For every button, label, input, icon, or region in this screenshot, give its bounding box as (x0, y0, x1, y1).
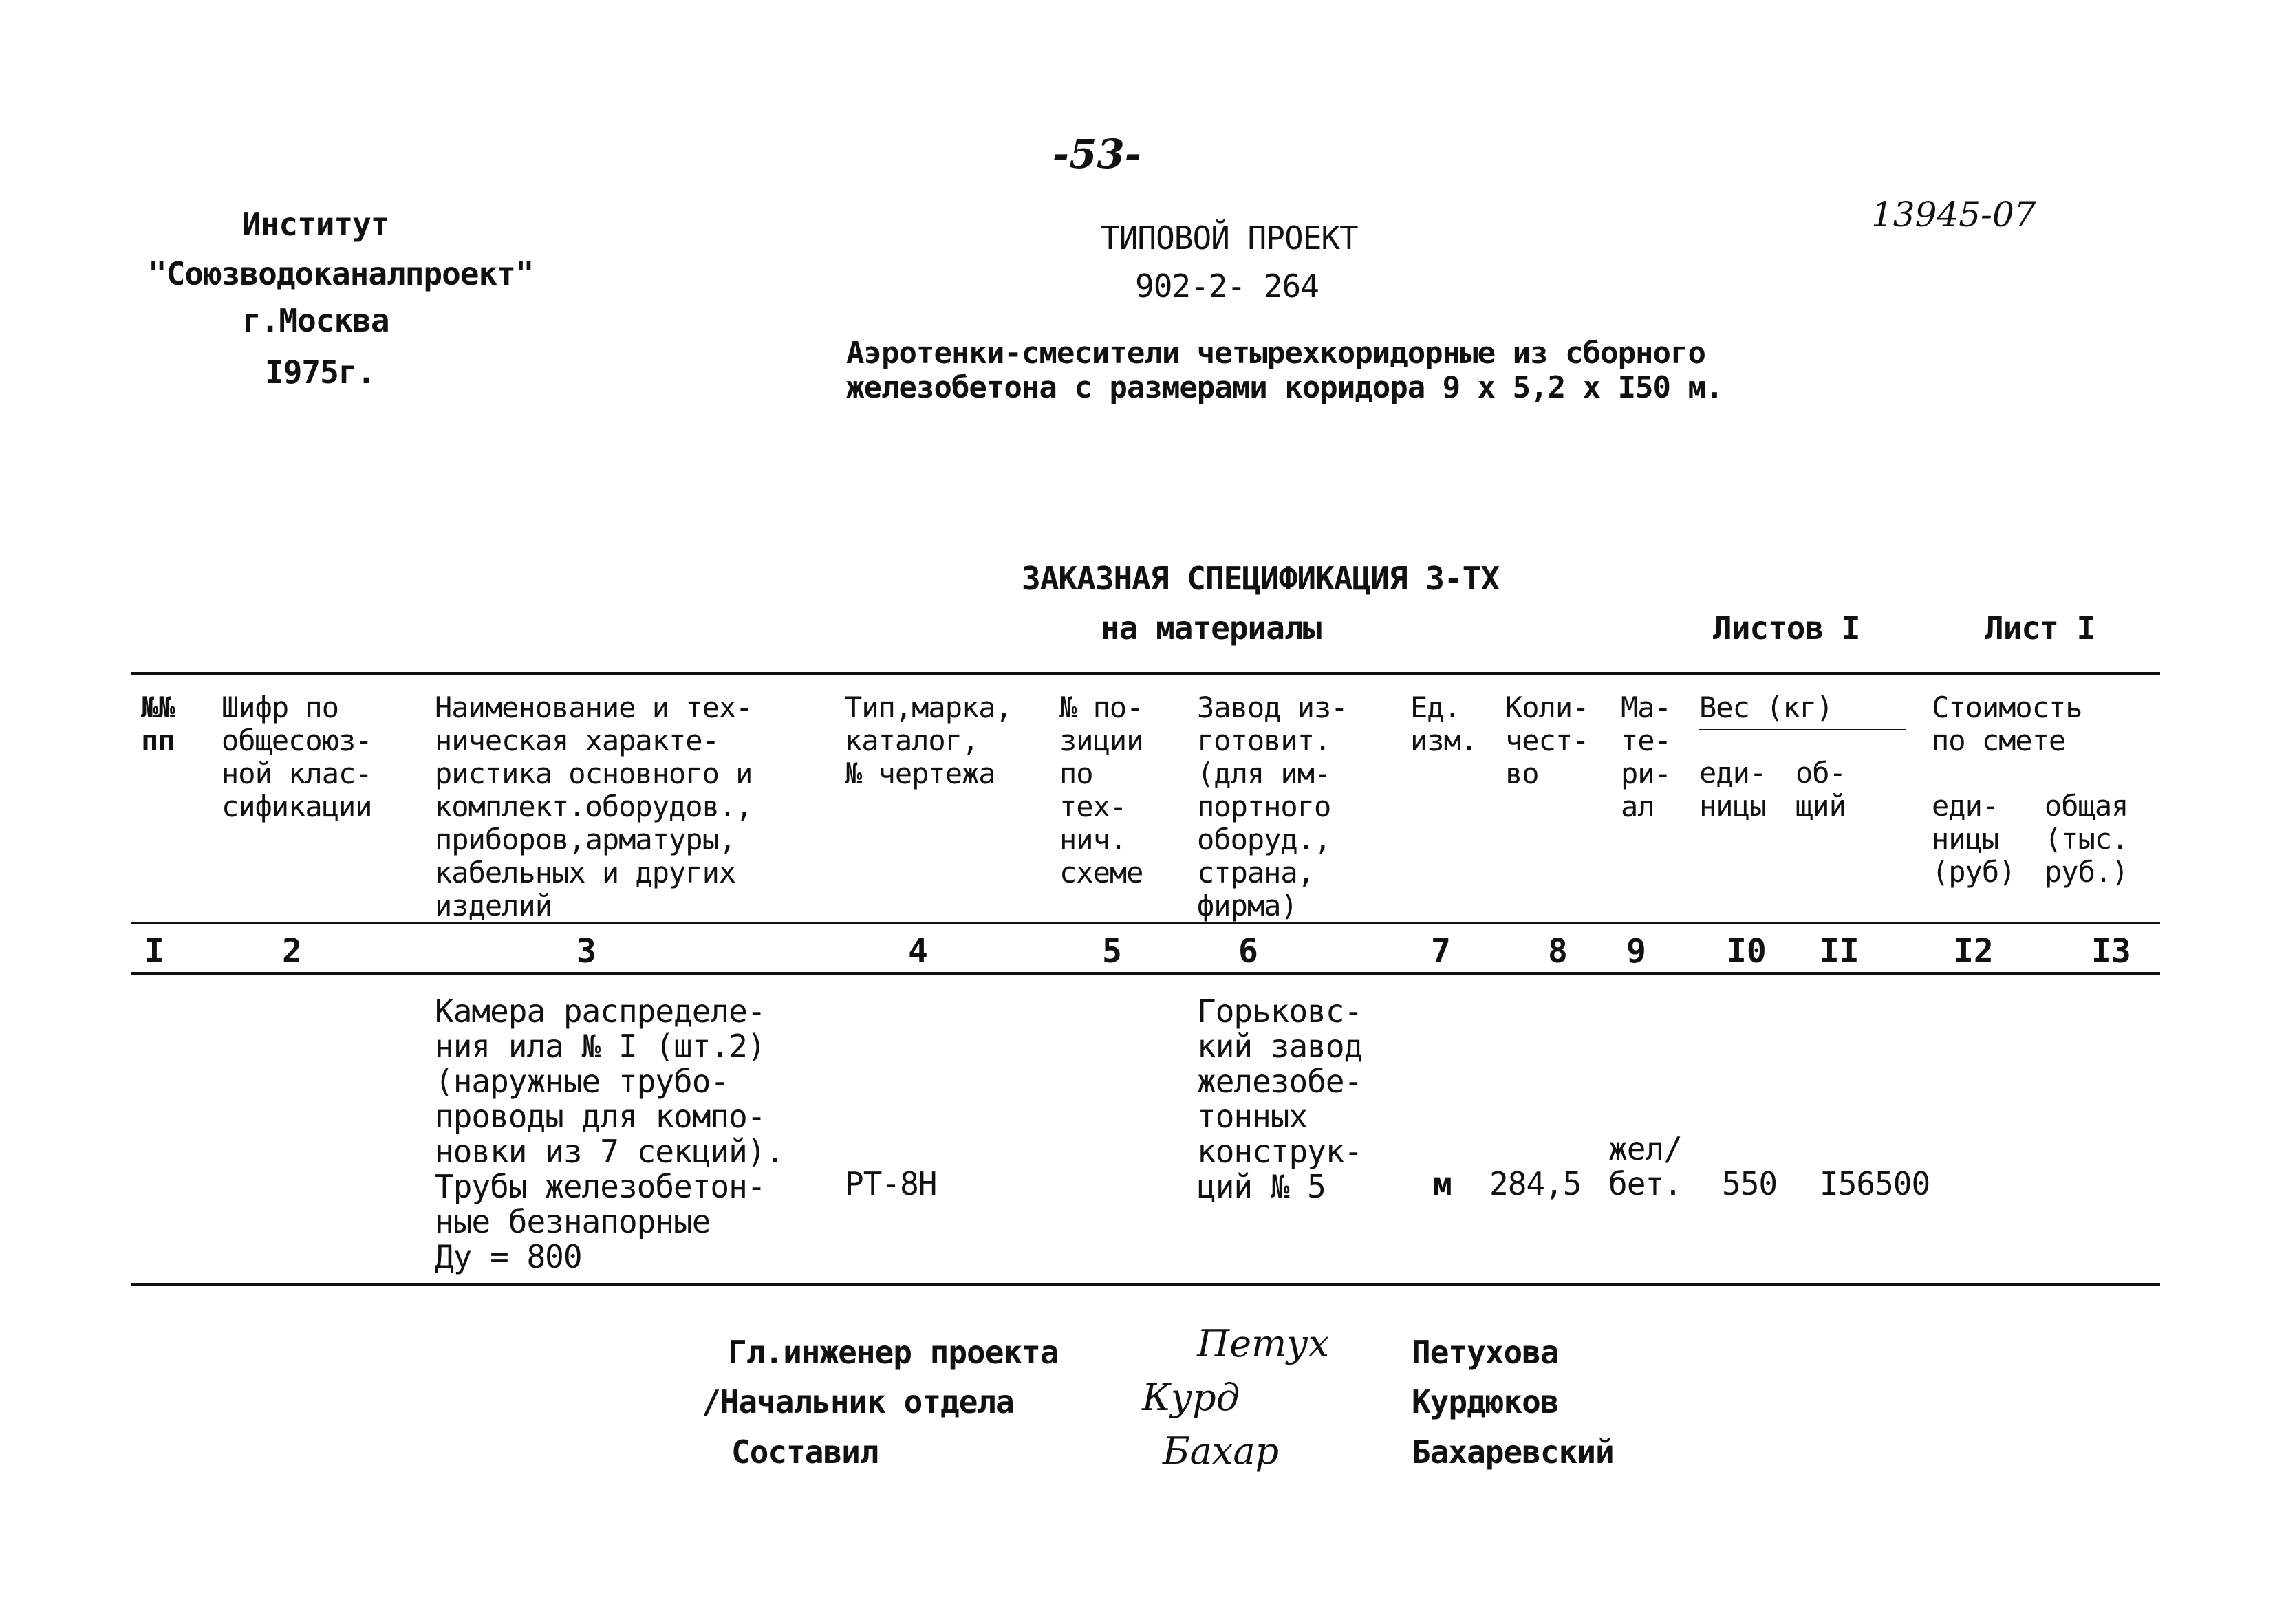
signature-name: Бахаревский (1412, 1433, 1614, 1471)
spec-subtitle: на материалы (1101, 609, 1322, 647)
header-col-2: Шифр по общесоюз- ной клас- сификации (222, 691, 372, 823)
col-number: 2 (282, 932, 302, 971)
project-type: ТИПОВОЙ ПРОЕКТ (1101, 219, 1358, 257)
row-unit: м (1433, 1165, 1452, 1202)
header-weight: Вес (кг) (1699, 691, 1833, 724)
header-col-3: Наименование и тех- ническая характе- ристика основного и комплект.оборудов., приборов,арматуры, кабельных и других изделий (435, 691, 753, 922)
row-material: жел/ бет. (1608, 1130, 1682, 1202)
project-description-1: Аэротенки-смесители четырехкоридорные из сборного (846, 336, 1706, 371)
col-number: I (144, 932, 164, 971)
institute-org: "Союзводоканалпроект" (148, 255, 534, 292)
table-bottom-rule (131, 1283, 2160, 1286)
col-number: 4 (908, 932, 928, 971)
row-factory: Горьковс- кий завод железобе- тонных конструк- ций № 5 (1197, 993, 1363, 1205)
header-col-13: общая (тыс. руб.) (2045, 789, 2128, 889)
page-number: -53- (1053, 131, 1141, 177)
row-unit-weight: 550 (1722, 1165, 1778, 1202)
colnum-bottom-rule (131, 972, 2160, 975)
sheets-total: Листов I (1713, 609, 1860, 647)
col-number: 8 (1548, 932, 1568, 971)
row-name: Камера распределе- ния ила № I (шт.2) (наружные трубо- проводы для компо- новки из 7 секций). Трубы железобетон- ные безнапорные Ду = 800 (435, 993, 784, 1275)
col-number: 9 (1626, 932, 1646, 971)
col-number: II (1820, 932, 1859, 971)
signature-scribble: Петух (1197, 1322, 1330, 1365)
col-number: I2 (1954, 932, 1994, 971)
institute-name: Институт (242, 206, 389, 243)
header-col-11: об- щий (1796, 756, 1846, 823)
signature-scribble: Бахар (1163, 1429, 1280, 1473)
header-col-7: Ед. изм. (1410, 691, 1478, 757)
header-col-5: № по- зиции по тех- нич. схеме (1059, 691, 1143, 889)
row-total-weight: I56500 (1820, 1165, 1930, 1202)
project-description-2: железобетона с размерами коридора 9 х 5,2 х I50 м. (846, 370, 1723, 405)
signature-role: /Начальник отдела (702, 1383, 1014, 1420)
header-col-4: Тип,марка, каталог, № чертежа (845, 691, 1012, 790)
signature-role: Составил (731, 1433, 878, 1471)
institute-city: г.Москва (242, 302, 389, 339)
handwritten-code: 13945-07 (1871, 195, 2036, 235)
signature-name: Петухова (1412, 1334, 1559, 1371)
project-number: 902-2- 264 (1135, 268, 1319, 305)
row-qty: 284,5 (1489, 1165, 1582, 1202)
col-number: I3 (2091, 932, 2131, 971)
header-cost: Стоимость по смете (1932, 691, 2082, 757)
signature-role: Гл.инженер проекта (728, 1334, 1059, 1371)
header-col-1: №№ пп (141, 691, 175, 757)
header-col-12: еди- ницы (руб) (1932, 789, 2016, 889)
spec-title: ЗАКАЗНАЯ СПЕЦИФИКАЦИЯ 3-ТХ (1022, 560, 1500, 597)
header-col-9: Ма- те- ри- ал (1621, 691, 1671, 823)
col-number: 7 (1431, 932, 1451, 971)
signature-scribble: Курд (1142, 1376, 1240, 1419)
header-col-8: Коли- чест- во (1505, 691, 1589, 790)
sheet-number: Лист I (1985, 609, 2095, 647)
col-number: I0 (1727, 932, 1767, 971)
col-number: 5 (1102, 932, 1122, 971)
header-col-10: еди- ницы (1699, 756, 1767, 823)
table-top-rule (131, 672, 2160, 675)
header-col-6: Завод из- готовит. (для им- портного оборуд., страна, фирма) (1197, 691, 1348, 922)
row-type: РТ-8Н (845, 1165, 937, 1202)
weight-rule (1699, 729, 1906, 730)
institute-year: I975г. (265, 354, 376, 391)
col-number: 3 (576, 932, 596, 971)
signature-name: Курдюков (1412, 1383, 1559, 1420)
col-number: 6 (1238, 932, 1258, 971)
